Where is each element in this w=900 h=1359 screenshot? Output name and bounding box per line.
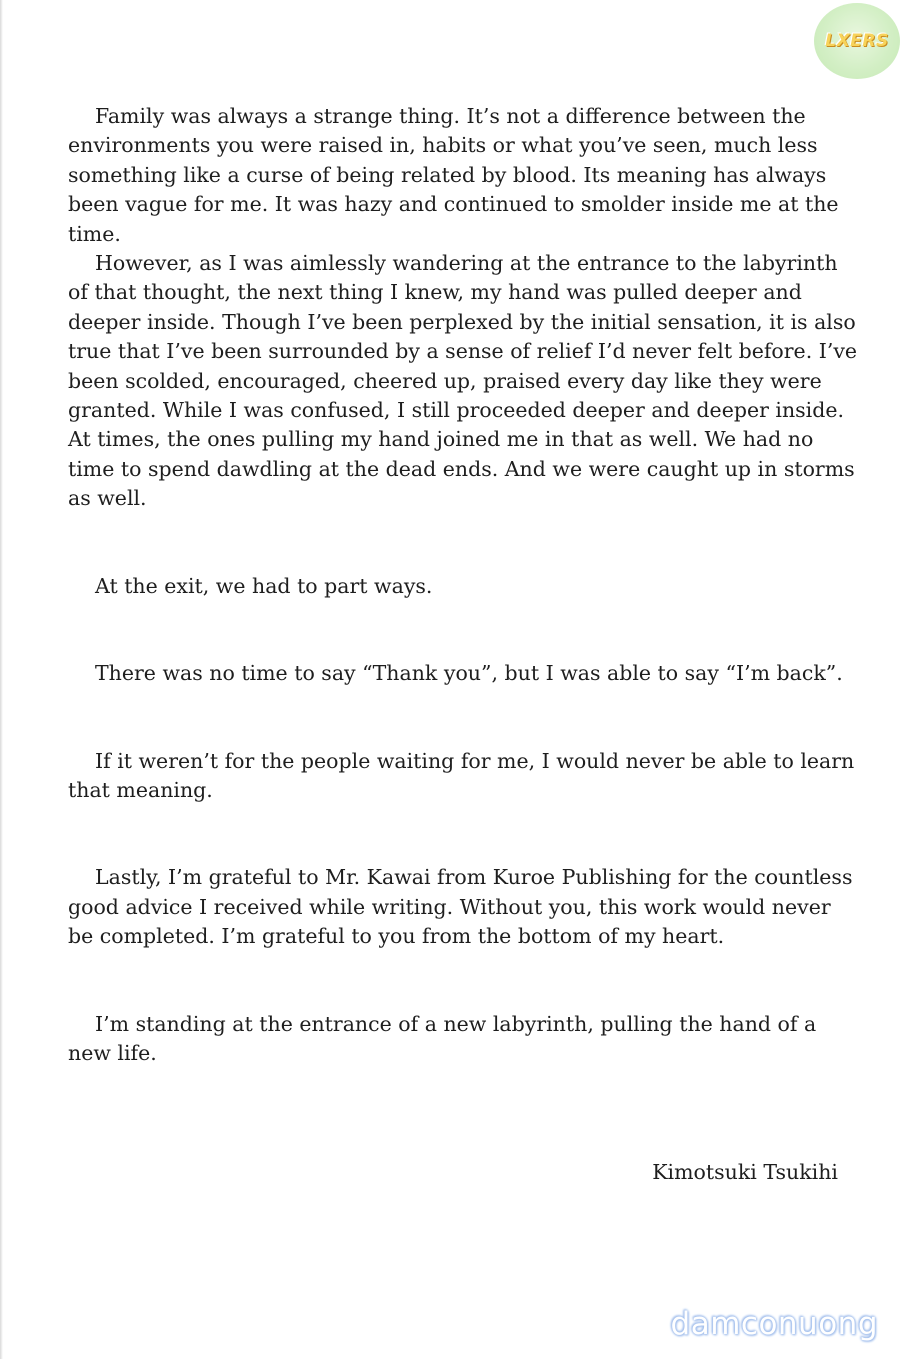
paragraph-3: At the exit, we had to part ways. (95, 573, 433, 598)
page-edge-shadow (0, 0, 3, 1359)
logo-text: LXERS (825, 31, 889, 51)
afterword-body (68, 102, 858, 1068)
lxers-logo (814, 3, 900, 79)
paragraph-5: If it weren’t for the people waiting for me, I would never be able to learn that meaning. (68, 748, 855, 802)
watermark-text: damconuong (670, 1306, 878, 1342)
paragraph-4: There was no time to say “Thank you”, but I was able to say “I’m back”. (95, 661, 843, 686)
paragraph-6: Lastly, I’m grateful to Mr. Kawai from Kuroe Publishing for the countless good advice I received while writing. Without you, this work would never be completed. I’m grateful to you from the bottom of my heart. (68, 865, 853, 949)
author-signature: Kimotsuki Tsukihi (652, 1160, 838, 1184)
paragraph-7: I’m standing at the entrance of a new labyrinth, pulling the hand of a new life. (68, 1011, 817, 1065)
paragraph-2: However, as I was aimlessly wandering at the entrance to the labyrinth of that thought, the next thing I knew, my hand was pulled deeper and deeper inside. Though I’ve been perplexed by the initial sensation, it is also true that I’ve been surrounded by a sense of relief I’d never felt before. I’ve been scolded, encouraged, cheered up, praised every day like they were granted. While I was confused, I still proceeded deeper and deeper inside. At times, the ones pulling my hand joined me in that as well. We had no time to spend dawdling at the dead ends. And we were caught up in storms as well. (68, 251, 858, 511)
paragraph-1: Family was always a strange thing. It’s not a difference between the environments you were raised in, habits or what you’ve seen, much less something like a curse of being related by blood. Its meaning has always been vague for me. It was hazy and continued to smolder inside me at the time. (68, 104, 839, 246)
